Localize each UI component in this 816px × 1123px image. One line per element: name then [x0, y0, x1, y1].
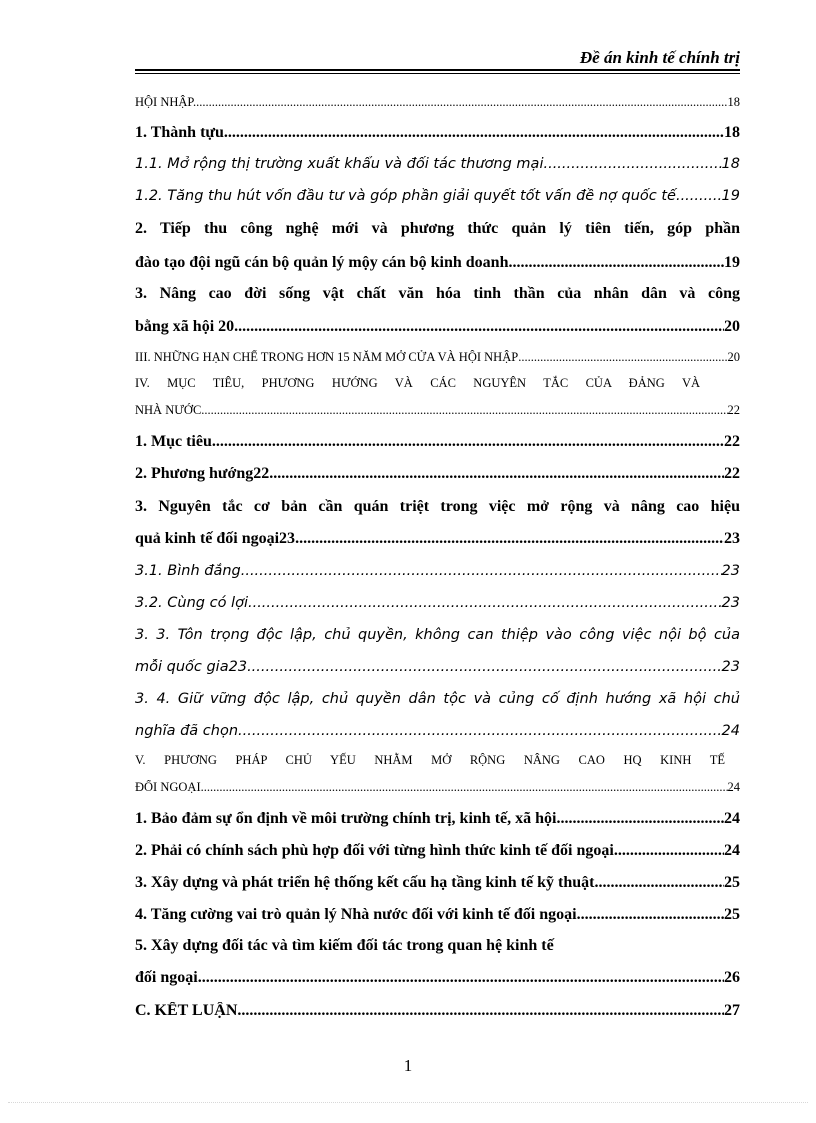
toc-entry [135, 563, 740, 579]
toc-entry-line: IV. MỤC TIÊU, PHƯƠNG HƯỚNG VÀ CÁC NGUYÊN TẮC CỦA ĐẢNG VÀ [135, 376, 700, 390]
leader-dots [518, 350, 727, 365]
toc-entry [135, 254, 740, 272]
toc-entry-text: 1. Mục tiêu [135, 433, 212, 450]
toc-entry-text: 1.1. Mở rộng thị trường xuất khẩu và đối tác thương mại [135, 156, 544, 172]
toc-entry-line: 2. Tiếp thu công nghệ mới và phương thức quản lý tiên tiến, góp phần [135, 220, 740, 237]
toc-entry [135, 810, 740, 828]
leader-dots [224, 124, 724, 142]
toc-page-number: 23 [721, 595, 740, 611]
leader-dots [201, 780, 728, 795]
toc-entry [135, 156, 740, 172]
toc-entry-text: 3.2. Cùng có lợi [135, 595, 248, 611]
leader-dots [577, 906, 724, 924]
leader-dots [212, 433, 724, 451]
toc-page-number: 25 [724, 906, 740, 923]
toc-page-number: 22 [724, 433, 740, 450]
toc-entry [135, 318, 740, 336]
toc-entry-text: 4. Tăng cường vai trò quản lý Nhà nước đối với kinh tế đối ngoại [135, 906, 577, 923]
toc-page-number: 18 [721, 156, 740, 172]
toc-page-number: 24 [727, 780, 740, 794]
toc-entry-text: 1. Bảo đảm sự ổn định về môi trường chính trị, kinh tế, xã hội [135, 810, 557, 827]
toc-entry-text: bằng xã hội 20 [135, 318, 235, 335]
toc-entry [135, 723, 740, 739]
toc-page-number: 25 [724, 874, 740, 891]
leader-dots [269, 465, 724, 483]
toc-entry [135, 969, 740, 987]
toc-entry-text: HỘI NHẬP. [135, 95, 197, 109]
toc-entry-text: 1. Thành tựu [135, 124, 224, 141]
toc-entry [135, 433, 740, 451]
toc-entry [135, 659, 740, 675]
leader-dots [237, 1002, 724, 1020]
toc-entry [135, 842, 740, 860]
header-rule-thin [135, 73, 740, 74]
toc-entry-line: 3. Nâng cao đời sống vật chất văn hóa tinh thần của nhân dân và công [135, 285, 740, 302]
toc-entry [135, 403, 740, 418]
toc-entry-line: 3. 3. Tôn trọng độc lập, chủ quyền, không can thiệp vào công việc nội bộ của [135, 627, 740, 643]
leader-dots [248, 595, 722, 611]
toc-page-number: 18 [724, 124, 740, 141]
toc-page-number: 18 [727, 95, 740, 109]
toc-entry [135, 595, 740, 611]
header-rule [135, 69, 740, 71]
toc-entry-line: 5. Xây dựng đối tác và tìm kiếm đối tác trong quan hệ kinh tế [135, 937, 554, 954]
toc-page-number: 22 [724, 465, 740, 482]
toc-page-number: 27 [724, 1002, 740, 1019]
toc-page-number: 19 [721, 188, 740, 204]
leader-dots [201, 403, 727, 418]
toc-page-number: 20 [724, 318, 740, 335]
leader-dots [198, 969, 724, 987]
toc-page-number: 24 [724, 810, 740, 827]
toc-entry-line: 3. 4. Giữ vững độc lập, chủ quyền dân tộc và củng cố định hướng xã hội chủ [135, 691, 740, 707]
page-bottom-border [8, 1102, 808, 1103]
toc-entry-text: đào tạo đội ngũ cán bộ quản lý mộy cán bộ kinh doanh [135, 254, 509, 271]
toc-page-number: 24 [721, 723, 740, 739]
toc-entry-line: 3. Nguyên tắc cơ bản cần quán triệt trong việc mở rộng và nâng cao hiệu [135, 498, 740, 515]
leader-dots [196, 95, 727, 110]
leader-dots [295, 530, 724, 548]
toc-entry [135, 188, 740, 204]
toc-entry-text: 2. Phải có chính sách phù hợp đối với từng hình thức kinh tế đối ngoại [135, 842, 614, 859]
toc-entry-text: đối ngoại [135, 969, 198, 986]
toc-entry-text: 1.2. Tăng thu hút vốn đầu tư và góp phần giải quyết tốt vấn đề nợ quốc tế [135, 188, 676, 204]
toc-page-number: 19 [724, 254, 740, 271]
toc-entry-text: ĐỐI NGOẠI [135, 780, 201, 794]
toc-entry-text: C. KẾT LUẬN [135, 1002, 238, 1019]
leader-dots [614, 842, 724, 860]
toc-page-number: 24 [724, 842, 740, 859]
toc-page-number: 22 [727, 403, 740, 417]
toc-entry-text: quả kinh tế đối ngoại23 [135, 530, 296, 547]
toc-page-number: 23 [721, 659, 740, 675]
leader-dots [676, 188, 722, 204]
leader-dots [543, 156, 721, 172]
toc-entry-text: 3.1. Bình đẳng [135, 563, 241, 579]
leader-dots [508, 254, 724, 272]
leader-dots [241, 563, 722, 579]
toc-entry-line: V. PHƯƠNG PHÁP CHỦ YẾU NHẰM MỞ RỘNG NÂNG CAO HQ KINH TẾ [135, 753, 725, 767]
toc-entry-text: 2. Phương hướng22 [135, 465, 270, 482]
toc-entry-text: mỗi quốc gia23 [135, 659, 248, 675]
toc-page-number: 20 [727, 350, 740, 364]
toc-entry [135, 906, 740, 924]
toc-entry [135, 124, 740, 142]
document-header: Đề án kinh tế chính trị [579, 48, 740, 67]
leader-dots [234, 318, 724, 336]
toc-entry [135, 95, 740, 110]
toc-entry [135, 780, 740, 795]
toc-entry-text: nghĩa đã chọn. [135, 723, 243, 739]
toc-entry [135, 874, 740, 892]
page-number: 1 [403, 1056, 413, 1075]
toc-entry [135, 465, 740, 483]
toc-entry [135, 350, 740, 365]
leader-dots [594, 874, 724, 892]
toc-entry [135, 530, 740, 548]
toc-entry-text: III. NHỮNG HẠN CHẾ TRONG HƠN 15 NĂM MỞ CỬA VÀ HỘI NHẬP [135, 350, 519, 364]
toc-entry [135, 1002, 740, 1020]
toc-entry-text: 3. Xây dựng và phát triển hệ thống kết cấu hạ tầng kinh tế kỹ thuật [135, 874, 595, 891]
toc-page-number: 26 [724, 969, 740, 986]
toc-page-number: 23 [724, 530, 740, 547]
leader-dots [556, 810, 724, 828]
toc-entry-text: NHÀ NƯỚC [135, 403, 202, 417]
leader-dots [243, 723, 722, 739]
leader-dots [247, 659, 721, 675]
toc-page-number: 23 [721, 563, 740, 579]
